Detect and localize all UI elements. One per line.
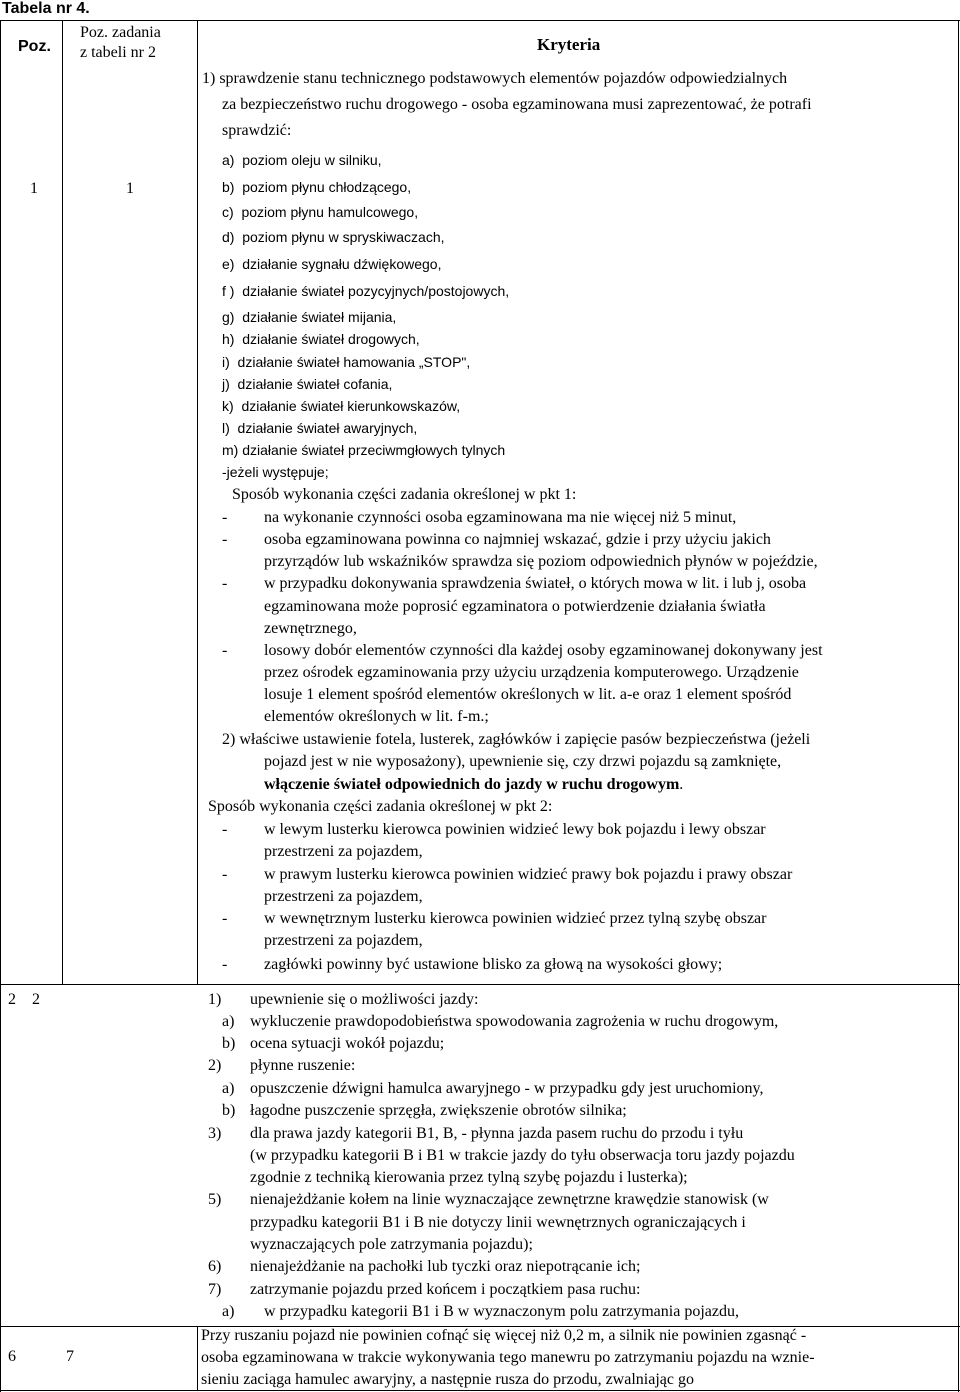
intro-line: 1) sprawdzenie stanu technicznego podstawowych elementów pojazdów odpowiedzialnych [202, 70, 788, 87]
list-item: przez ośrodek egzaminowania przy użyciu urządzenia komputerowego. Urządzenie [264, 664, 799, 681]
point2-bold: włączenie świateł odpowiednich do jazdy w ruchu drogowym [264, 776, 680, 793]
dash-marker: - [222, 821, 228, 838]
list-marker: 6) [208, 1258, 222, 1275]
row1-poz-zadania: 1 [126, 180, 134, 197]
table-border-bottom [0, 1390, 960, 1391]
list-item: e) działanie sygnału dźwiękowego, [222, 256, 442, 272]
list-marker: 3) [208, 1125, 222, 1142]
column-divider-1 [62, 20, 63, 984]
paragraph-line: osoba egzaminowana w trakcie wykonywania tego manewru po zatrzymaniu pojazdu na wznie- [201, 1349, 815, 1366]
list-item: przypadku kategorii B1 i B nie dotyczy linii wewnętrznych ograniczających i [250, 1214, 746, 1231]
list-item: zgodnie z techniką kierowania przez tylną szybę pojazdu i lusterka); [250, 1169, 688, 1186]
list-marker: b) [222, 1035, 236, 1052]
list-item: j) działanie świateł cofania, [222, 376, 393, 392]
list-item: (w przypadku kategorii B i B1 w trakcie jazdy do tyłu obserwacja toru jazdy pojazdu [250, 1147, 795, 1164]
row1-poz: 1 [30, 180, 38, 197]
list-marker: 7) [208, 1281, 222, 1298]
list-marker: 1) [208, 991, 222, 1008]
list-item: k) działanie świateł kierunkowskazów, [222, 398, 461, 414]
list-item: b) poziom płynu chłodzącego, [222, 179, 412, 195]
list-item: elementów określonych w lit. f-m.; [264, 708, 489, 725]
list-marker: 5) [208, 1191, 222, 1208]
list-item: przyrządów lub wskaźników sprawdza się poziom odpowiednich płynów w pojeździe, [264, 553, 818, 570]
list-item: l) działanie świateł awaryjnych, [222, 420, 418, 436]
row3-poz: 6 [8, 1348, 16, 1365]
list-item: na wykonanie czynności osoba egzaminowana ma nie więcej niż 5 minut, [264, 509, 737, 526]
dash-marker: - [222, 866, 228, 883]
header-poz-zadania-line2: z tabeli nr 2 [80, 44, 156, 61]
list-item: przestrzeni za pojazdem, [264, 888, 423, 905]
list-item: wykluczenie prawdopodobieństwa spowodowania zagrożenia w ruchu drogowym, [250, 1013, 779, 1030]
list-item: g) działanie świateł mijania, [222, 309, 397, 325]
list-item: c) poziom płynu hamulcowego, [222, 204, 419, 220]
intro-line: za bezpieczeństwo ruchu drogowego - osoba egzaminowana musi zaprezentować, że potrafi [222, 96, 812, 113]
paragraph-line: Przy ruszaniu pojazd nie powinien cofnąć się więcej niż 0,2 m, a silnik nie powinien zgasnąć - [201, 1327, 807, 1344]
list-marker: a) [222, 1013, 235, 1030]
paragraph-line: sieniu zaciąga hamulec awaryjny, a następnie rusza do przodu, zwalniając go [201, 1371, 694, 1388]
list-marker: b) [222, 1102, 236, 1119]
row3-poz-zadania: 7 [66, 1348, 74, 1365]
header-kryteria: Kryteria [537, 35, 601, 54]
header-poz-zadania-line1: Poz. zadania [80, 24, 161, 41]
list-item: f ) działanie świateł pozycyjnych/postojowych, [222, 283, 510, 299]
list-item: w wewnętrznym lusterku kierowca powinien widzieć przez tylną szybę obszar [264, 910, 767, 927]
list-item: nienajeżdżanie kołem na linie wyznaczające zewnętrzne krawędzie stanowisk (w [250, 1191, 769, 1208]
method1-title: Sposób wykonania części zadania określonej w pkt 1: [232, 486, 577, 503]
dash-marker: - [222, 531, 228, 548]
list-item: wyznaczających pole zatrzymania pojazdu); [250, 1236, 533, 1253]
dash-marker: - [222, 910, 228, 927]
list-item: w lewym lusterku kierowca powinien widzieć lewy bok pojazdu i lewy obszar [264, 821, 766, 838]
list-item: w przypadku dokonywania sprawdzenia świateł, o których mowa w lit. i lub j, osoba [264, 575, 807, 592]
list-item: płynne ruszenie: [250, 1057, 356, 1074]
list-item: w przypadku kategorii B1 i B w wyznaczonym polu zatrzymania pojazdu, [264, 1303, 739, 1320]
dash-marker: - [222, 642, 228, 659]
list-item: osoba egzaminowana powinna co najmniej wskazać, gdzie i przy użyciu jakich [264, 531, 771, 548]
row2-poz-zadania: 2 [32, 991, 40, 1008]
list-item: upewnienie się o możliwości jazdy: [250, 991, 479, 1008]
intro-line: sprawdzić: [222, 122, 292, 139]
list-marker: a) [222, 1303, 235, 1320]
list-item: dla prawa jazdy kategorii B1, B, - płynna jazda pasem ruchu do przodu i tyłu [250, 1125, 744, 1142]
list-item: losowy dobór elementów czynności dla każdej osoby egzaminowanej dokonywany jest [264, 642, 823, 659]
list-marker: 2) [208, 1057, 222, 1074]
method2-title: Sposób wykonania części zadania określonej w pkt 2: [208, 798, 553, 815]
table-caption: Tabela nr 4. [2, 0, 90, 17]
list-item: ocena sytuacji wokół pojazdu; [250, 1035, 445, 1052]
list-item: zewnętrznego, [264, 620, 357, 637]
list-item: m) działanie świateł przeciwmgłowych tylnych [222, 442, 506, 458]
list-item: opuszczenie dźwigni hamulca awaryjnego - w przypadku gdy jest uruchomiony, [250, 1080, 764, 1097]
column-divider-row3 [197, 1326, 198, 1390]
row-divider-1 [0, 984, 960, 985]
table-border-right [958, 20, 959, 1392]
list-item: przestrzeni za pojazdem, [264, 843, 423, 860]
list-item: zagłówki powinny być ustawione blisko za głową na wysokości głowy; [264, 956, 723, 973]
list-item: h) działanie świateł drogowych, [222, 331, 420, 347]
list-item: d) poziom płynu w spryskiwaczach, [222, 229, 445, 245]
list-item: losuje 1 element spośród elementów określonych w lit. a-e oraz 1 element spośród [264, 686, 792, 703]
list-item: przestrzeni za pojazdem, [264, 932, 423, 949]
list-item: łagodne puszczenie sprzęgła, zwiększenie obrotów silnika; [250, 1102, 627, 1119]
table-border-left [0, 20, 1, 1392]
dash-marker: - [222, 956, 228, 973]
list-item: a) poziom oleju w silniku, [222, 152, 382, 168]
list-item: w prawym lusterku kierowca powinien widzieć prawy bok pojazdu i prawy obszar [264, 866, 793, 883]
list-marker: a) [222, 1080, 235, 1097]
point2-bold-line [264, 776, 683, 794]
point2-bold-end: . [679, 776, 684, 793]
list-item: -jeżeli występuje; [222, 464, 329, 480]
dash-marker: - [222, 509, 228, 526]
list-item: nienajeżdżanie na pachołki lub tyczki oraz niepotrącanie ich; [250, 1258, 641, 1275]
column-divider-2 [197, 20, 198, 984]
point2-line: pojazd jest w nie wyposażony), upewnienie się, czy drzwi pojazdu są zamknięte, [264, 753, 782, 770]
table-border-top [0, 20, 960, 21]
list-item: i) działanie świateł hamowania „STOP", [222, 354, 471, 370]
list-item: zatrzymanie pojazdu przed końcem i początkiem pasa ruchu: [250, 1281, 641, 1298]
row2-poz: 2 [8, 991, 16, 1008]
header-poz: Poz. [18, 38, 51, 55]
list-item: egzaminowana może poprosić egzaminatora o potwierdzenie działania światła [264, 598, 766, 615]
dash-marker: - [222, 575, 228, 592]
point2-line: 2) właściwe ustawienie fotela, lusterek, zagłówków i zapięcie pasów bezpieczeństwa (jeżeli [222, 731, 811, 748]
